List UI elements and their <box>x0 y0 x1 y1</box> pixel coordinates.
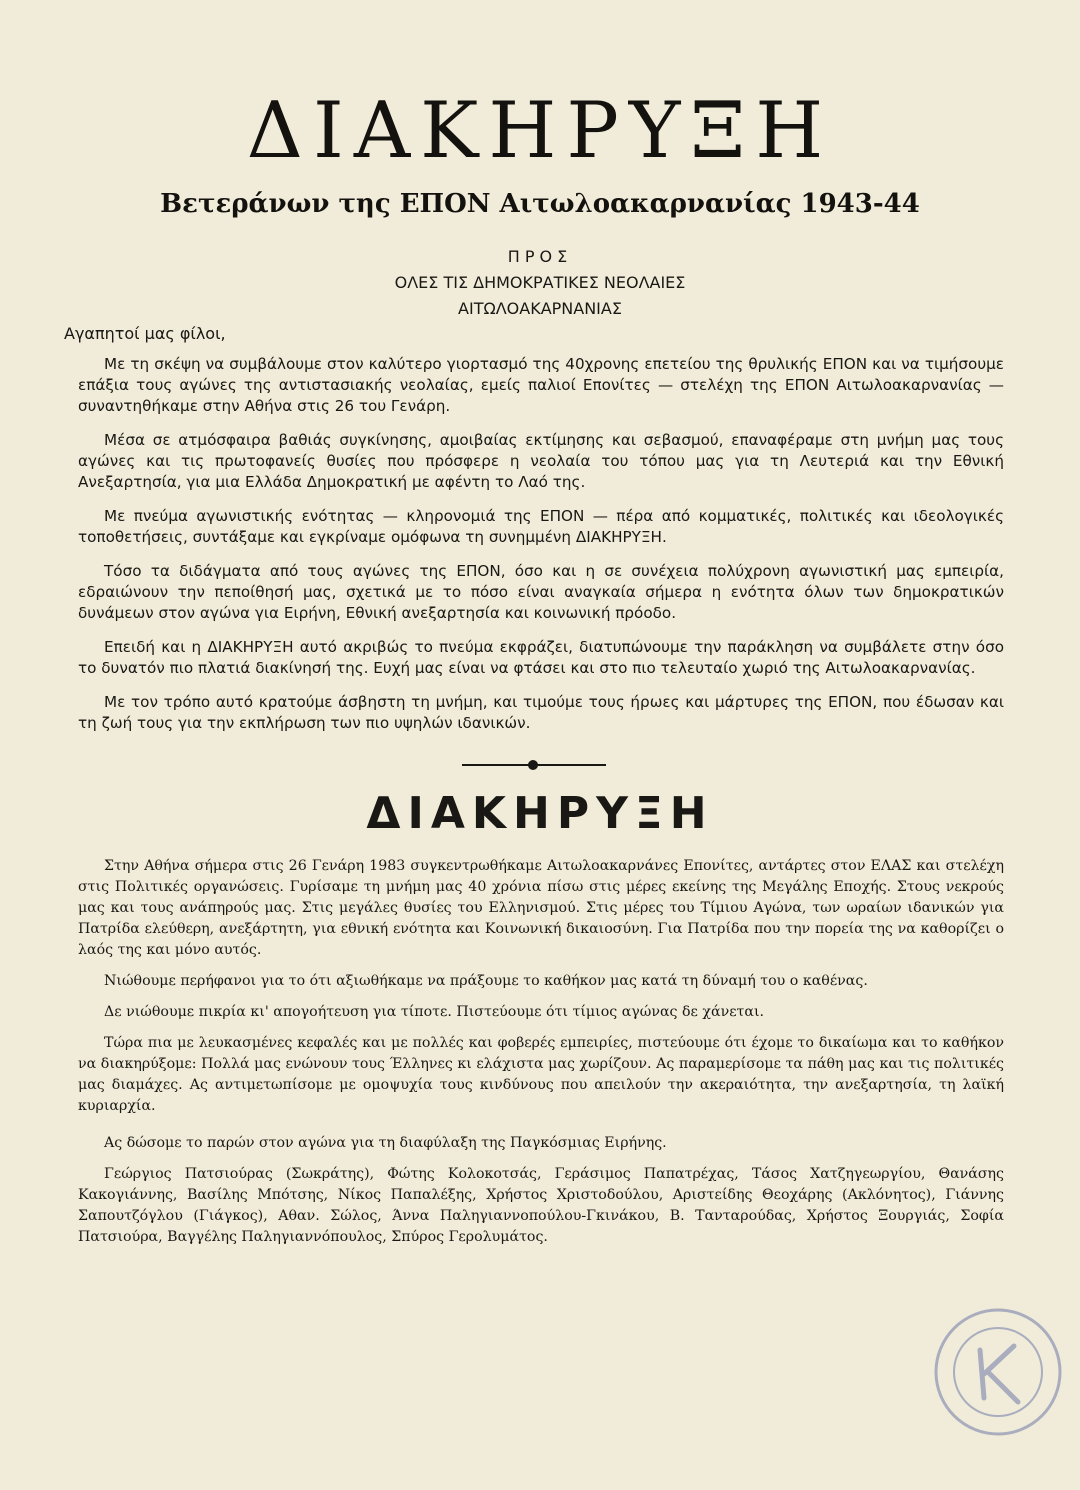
section-divider <box>462 760 606 770</box>
letter-paragraph: Τόσο τα διδάγματα από τους αγώνες της ΕΠΟΝ, όσο και η σε συνέχεια πολύχρονη αγωνιστική μας εμπειρία, εδραιώνουν την πεποίθησή μας, σχετικά με το πόσο είναι αναγκαία σήμερα η ενότητα όλων των δημοκρατικών δυνάμεων στον αγώνα για Ειρήνη, Εθνική ανεξαρτησία και κοινωνική πρόοδο. <box>78 562 1004 622</box>
declaration-paragraph: Τώρα πια με λευκασμένες κεφαλές και με πολλές και φοβερές εμπειρίες, πιστεύουμε ότι έχομε το δικαίωμα και το καθήκον να διακηρύξομε: Πολλά μας ενώνουν τους Έλληνες κι ελάχιστα μας χωρίζουν. Ας παραμερίσομε τα πάθη μας και τις πολιτικές μας διαμάχες. Ας αντιμετωπίσομε με ομοψυχία τους κινδύνους που απειλούν την ακεραιότητα, την ανεξαρτησία, τη λαϊκή κυριαρχία. <box>78 1035 1004 1114</box>
collection-stamp-icon <box>928 1302 1068 1442</box>
recipient-line-2: ΑΙΤΩΛΟΑΚΑΡΝΑΝΙΑΣ <box>458 299 622 318</box>
declaration-paragraph: Στην Αθήνα σήμερα στις 26 Γενάρη 1983 συγκεντρωθήκαμε Αιτωλοακαρνάνες Επονίτες, αντάρτες στον ΕΛΑΣ και στελέχη στις Πολιτικές οργανώσεις. Γυρίσαμε τη μνήμη μας 40 χρόνια πίσω στις μέρες εκείνης της Μεγάλης Εποχής. Στους νεκρούς μας και τους ανάπηρούς μας. Στις μεγάλες θυσίες του Ελληνισμού. Στις μέρες του Τίμιου Αγώνα, των ωραίων ιδανικών για Πατρίδα ελεύθερη, ανεξάρτητη, για εθνική ενότητα και Κοινωνική δικαιοσύνη. Για Πατρίδα που την πορεία της να καθορίζει ο λαός της και μόνο αυτός. <box>78 858 1004 958</box>
recipient-line-1: ΟΛΕΣ ΤΙΣ ΔΗΜΟΚΡΑΤΙΚΕΣ ΝΕΟΛΑΙΕΣ <box>394 273 686 292</box>
greeting: Αγαπητοί μας φίλοι, <box>64 324 226 343</box>
letter-body <box>78 354 1004 747</box>
declaration-paragraph: Δε νιώθουμε πικρία κι' απογοήτευση για τίποτε. Πιστεύουμε ότι τίμιος αγώνας δε χάνεται. <box>104 1004 765 1020</box>
declaration-paragraph: Ας δώσομε το παρών στον αγώνα για τη διαφύλαξη της Παγκόσμιας Ειρήνης. <box>104 1135 667 1151</box>
letter-paragraph: Με τη σκέψη να συμβάλουμε στον καλύτερο γιορτασμό της 40χρονης επετείου της θρυλικής ΕΠΟΝ και να τιμήσουμε επάξια τους αγώνες της αντιστασιακής νεολαίας, εμείς παλιοί Επονίτες — στελέχη της ΕΠΟΝ Αιτωλοακαρνανίας — συναντηθήκαμε στην Αθήνα στις 26 του Γενάρη. <box>78 355 1004 415</box>
declaration-title: ΔΙΑΚΗΡΥΞΗ <box>366 788 714 839</box>
letter-paragraph: Με πνεύμα αγωνιστικής ενότητας — κληρονομιά της ΕΠΟΝ — πέρα από κομματικές, πολιτικές και ιδεολογικές τοποθετήσεις, συντάξαμε και εγκρίναμε ομόφωνα τη συνημμένη ΔΙΑΚΗΡΥΞΗ. <box>78 507 1004 546</box>
letter-paragraph: Επειδή και η ΔΙΑΚΗΡΥΞΗ αυτό ακριβώς το πνεύμα εκφράζει, διατυπώνουμε την παράκληση να συμβάλετε στην όσο το δυνατόν πιο πλατιά διακίνησή της. Ευχή μας είναι να φτάσει και στο πιο τελευταίο χωριό της Αιτωλοακαρνανίας. <box>78 638 1004 677</box>
declaration-body <box>78 856 1004 1258</box>
letter-paragraph: Με τον τρόπο αυτό κρατούμε άσβηστη τη μνήμη, και τιμούμε τους ήρωες και μάρτυρες της ΕΠΟΝ, που έδωσαν και τη ζωή τους για την εκπλήρωση των πιο υψηλών ιδανικών. <box>78 693 1004 732</box>
declaration-paragraph: Νιώθουμε περήφανοι για το ότι αξιωθήκαμε να πράξουμε το καθήκον μας κατά τη δύναμή του ο καθένας. <box>104 973 868 989</box>
signatories: Γεώργιος Πατσιούρας (Σωκράτης), Φώτης Κολοκοτσάς, Γεράσιμος Παπατρέχας, Τάσος Χατζηγεωργίου, Θανάσης Κακογιάννης, Βασίλης Μπότσης, Νίκος Παπαλέξης, Χρήστος Χριστοδούλου, Αριστείδης Θεοχάρης (Ακλόνητος), Γιάννης Σαπουτζόγλου (Γιάγκος), Αθαν. Σώλος, Άννα Παληγιαννοπούλου-Γκινάκου, Β. Τανταρούδας, Χρήστος Ξουργιάς, Σοφία Πατσιούρα, Βαγγέλης Παληγιαννόπουλος, Σπύρος Γερολυμάτος. <box>78 1166 1004 1245</box>
letter-paragraph: Μέσα σε ατμόσφαιρα βαθιάς συγκίνησης, αμοιβαίας εκτίμησης και σεβασμού, επαναφέραμε στη μνήμη μας τους αγώνες και τις πρωτοφανείς θυσίες που πρόσφερε η νεολαία του τόπου μας για τη Λευτεριά και την Εθνική Ανεξαρτησία, για μια Ελλάδα Δημοκρατική με αφέντη το Λαό της. <box>78 431 1004 491</box>
recipient-block <box>0 244 1080 322</box>
page-subtitle: Βετεράνων της ΕΠΟΝ Αιτωλοακαρνανίας 1943-44 <box>160 189 920 219</box>
divider-dot <box>528 760 538 770</box>
page-title: ΔΙΑΚΗΡΥΞΗ <box>246 86 834 176</box>
recipient-label: ΠΡΟΣ <box>507 247 573 266</box>
